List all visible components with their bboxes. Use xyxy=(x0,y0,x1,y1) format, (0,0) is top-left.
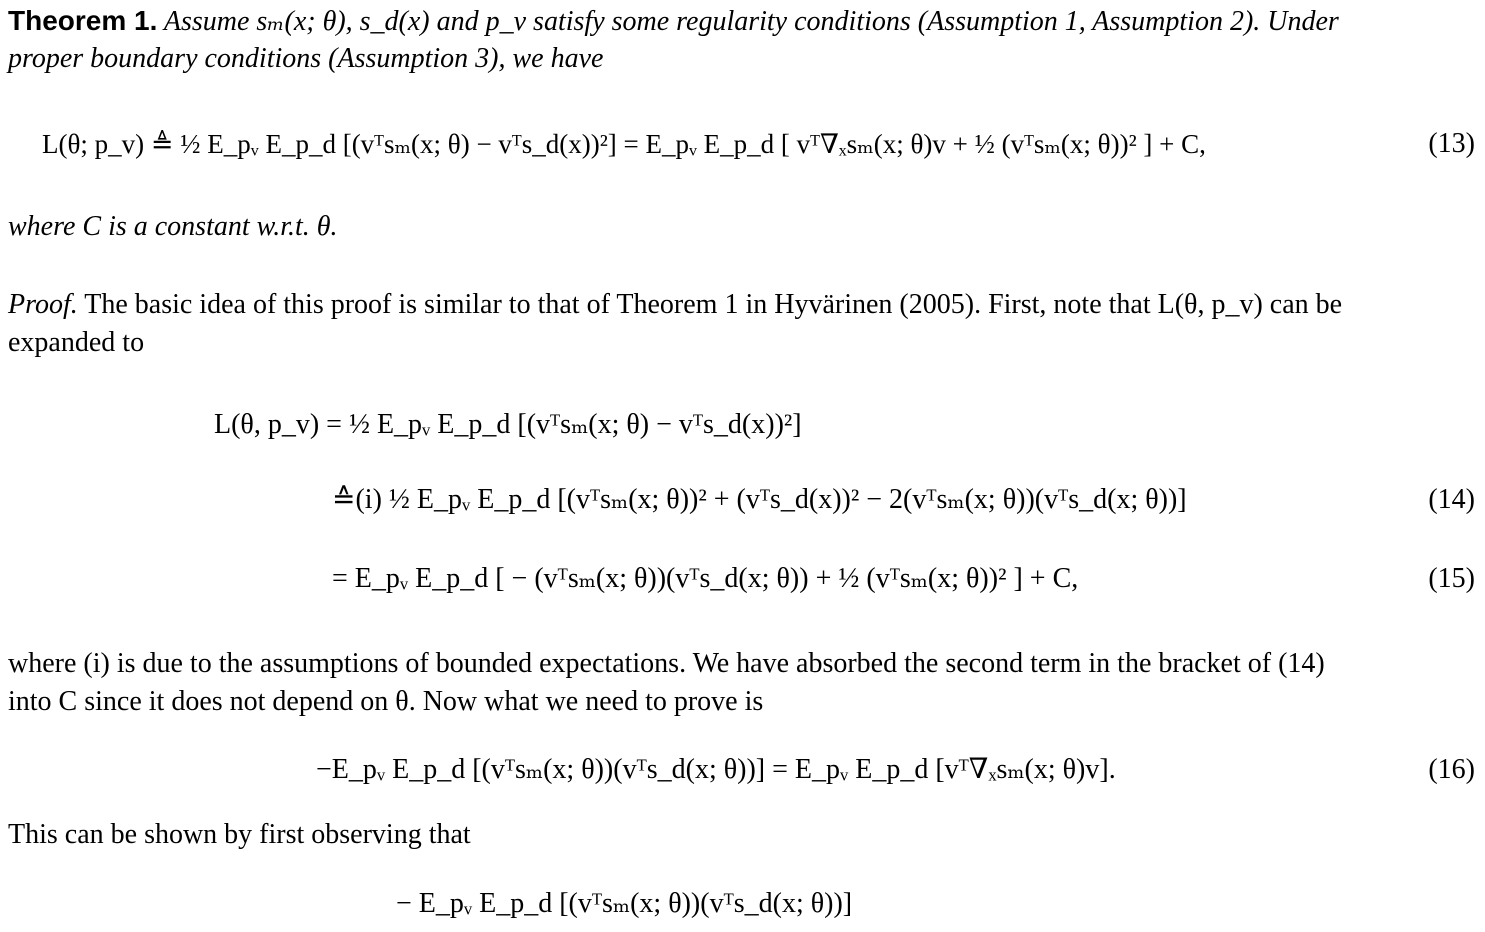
equation-number-16: (16) xyxy=(1428,754,1475,785)
equation-16: −E_pᵥ E_p_d [(vᵀsₘ(x; θ))(vᵀs_d(x; θ))] = E_pᵥ E_p_d [vᵀ∇ₓsₘ(x; θ)v]. xyxy=(316,754,1116,785)
equation-14-line-1: L(θ, p_v) = ½ E_pᵥ E_p_d [(vᵀsₘ(x; θ) − vᵀs_d(x))²] xyxy=(214,409,802,440)
equation-13: L(θ; p_v) ≜ ½ E_pᵥ E_p_d [(vᵀsₘ(x; θ) − vᵀs_d(x))²] = E_pᵥ E_p_d [ vᵀ∇ₓsₘ(x; θ)v + ½ (vᵀsₘ(x; θ))² ] + C, xyxy=(42,129,1206,159)
theorem-line-2: proper boundary conditions (Assumption 3), we have xyxy=(8,43,604,74)
proof-line-1 xyxy=(8,286,1342,324)
proof-text-1: The basic idea of this proof is similar to that of Theorem 1 in Hyvärinen (2005). First, note that L(θ, p_v) can be xyxy=(77,289,1343,320)
para-3: This can be shown by first observing that xyxy=(8,819,471,850)
para-2-line-1: where (i) is due to the assumptions of bounded expectations. We have absorbed the second term in the bracket of (14) xyxy=(8,648,1325,679)
proof-heading: Proof. xyxy=(8,289,78,320)
equation-15: = E_pᵥ E_p_d [ − (vᵀsₘ(x; θ))(vᵀs_d(x; θ)) + ½ (vᵀsₘ(x; θ))² ] + C, xyxy=(332,563,1079,594)
proof-line-2: expanded to xyxy=(8,327,145,358)
theorem-line-1 xyxy=(8,2,1339,41)
where-c-line: where C is a constant w.r.t. θ. xyxy=(8,211,338,242)
equation-number-15: (15) xyxy=(1428,563,1475,594)
theorem-heading: Theorem 1. xyxy=(8,5,158,36)
equation-number-14: (14) xyxy=(1428,484,1475,515)
theorem-text-1: Assume sₘ(x; θ), s_d(x) and p_v satisfy some regularity conditions (Assumption 1, Assumption 2). Under xyxy=(163,6,1339,37)
equation-17-line-1: − E_pᵥ E_p_d [(vᵀsₘ(x; θ))(vᵀs_d(x; θ))] xyxy=(396,888,853,919)
para-2-line-2: into C since it does not depend on θ. Now what we need to prove is xyxy=(8,686,764,717)
equation-14: ≙(i) ½ E_pᵥ E_p_d [(vᵀsₘ(x; θ))² + (vᵀs_d(x))² − 2(vᵀsₘ(x; θ))(vᵀs_d(x; θ))] xyxy=(332,484,1187,515)
equation-number-13: (13) xyxy=(1428,128,1475,159)
